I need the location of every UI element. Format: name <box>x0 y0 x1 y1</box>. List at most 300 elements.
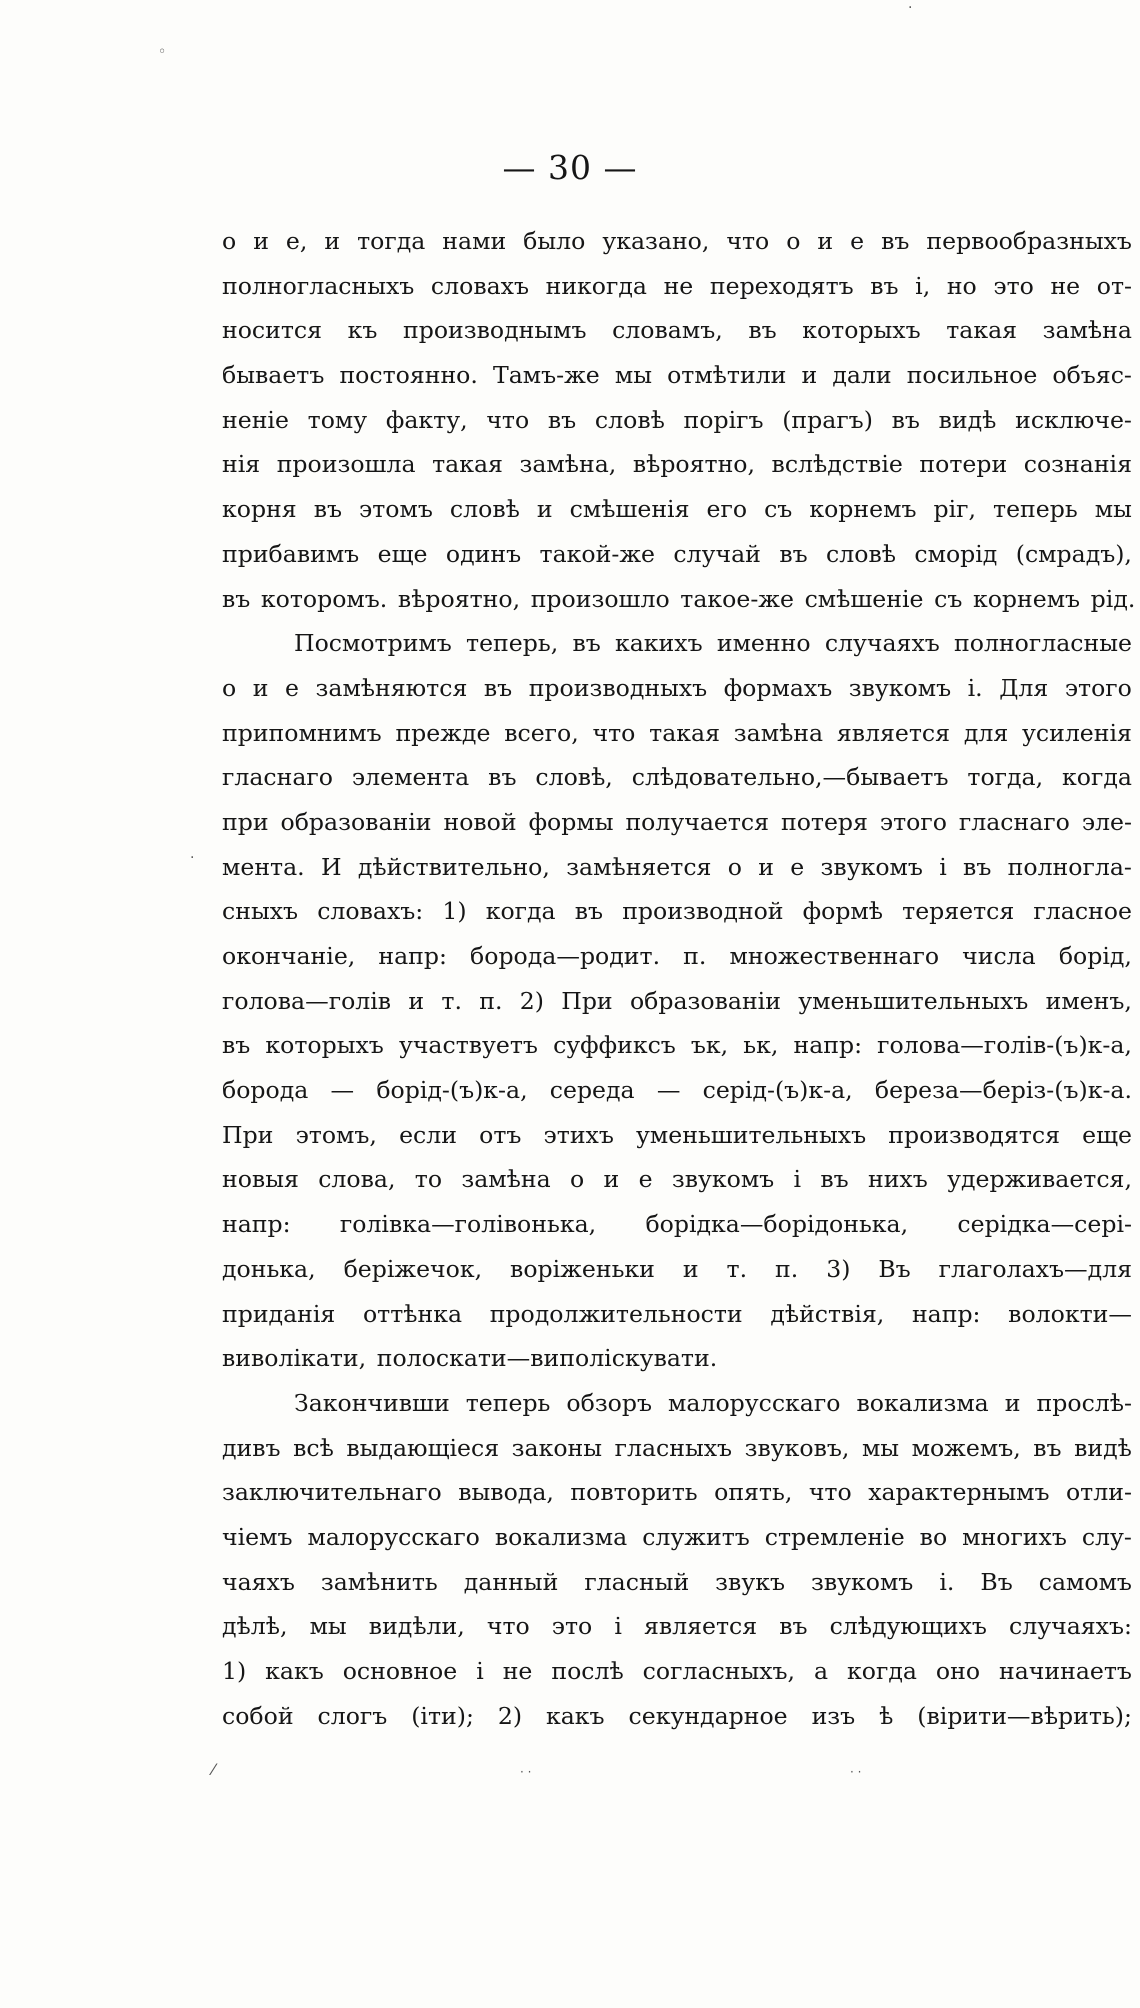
text-line <box>222 1336 1132 1381</box>
word: мы <box>309 1612 347 1641</box>
word: волокти— <box>1008 1299 1132 1328</box>
word: напр: <box>222 1210 291 1239</box>
word: объяс- <box>1052 361 1132 390</box>
word: слѣдующихъ <box>829 1612 987 1641</box>
word: полоскати—виполіскувати. <box>376 1344 718 1373</box>
word: множественнаго <box>729 942 940 970</box>
word: і. <box>967 673 983 702</box>
word: удерживается, <box>947 1165 1132 1194</box>
word: такой-же <box>539 539 655 568</box>
word: порігъ <box>683 405 764 434</box>
word: борода <box>222 1076 309 1105</box>
word: борідка—борідонька, <box>645 1210 909 1239</box>
word: напр: <box>793 1031 863 1060</box>
word: случаяхъ <box>824 629 940 658</box>
word: мы <box>1094 495 1132 524</box>
text-line <box>222 800 1132 845</box>
word: еще <box>1082 1120 1132 1149</box>
word: и <box>603 1165 620 1194</box>
word: этого <box>879 807 947 836</box>
word: (смрадъ), <box>1015 539 1132 568</box>
text-line <box>222 1381 1132 1426</box>
word: малорусскаго <box>668 1388 841 1417</box>
word: замѣна <box>461 1165 551 1194</box>
word: исключе- <box>1015 405 1132 434</box>
text-line <box>222 1247 1132 1292</box>
word: уменьшительныхъ <box>636 1120 867 1149</box>
word: тому <box>307 405 368 434</box>
word: что <box>486 405 530 434</box>
word: теперь, <box>466 629 559 658</box>
word: прежде <box>395 718 491 747</box>
word: продолжительности <box>489 1299 743 1328</box>
word: сморід <box>914 539 998 568</box>
word: служитъ <box>642 1522 750 1551</box>
word: замѣна, <box>519 450 617 479</box>
word: характернымъ <box>868 1478 1050 1507</box>
word: оно <box>935 1657 981 1685</box>
word: и <box>253 227 269 255</box>
word: донька, <box>222 1254 316 1283</box>
scan-speck: · <box>908 0 913 16</box>
word: новыя <box>222 1165 299 1194</box>
text-line <box>222 487 1132 532</box>
text-line <box>222 1292 1132 1337</box>
word: этомъ <box>359 495 433 524</box>
word: когда <box>847 1657 917 1685</box>
word: слогъ <box>317 1701 388 1730</box>
word: не <box>502 1657 533 1685</box>
word: въ <box>574 897 604 926</box>
word: і <box>614 1612 622 1641</box>
word: въ <box>222 1031 251 1060</box>
body-text <box>222 219 1136 1738</box>
word: что <box>486 1612 530 1641</box>
word: прибавимъ <box>222 539 360 568</box>
word: словахъ <box>430 271 529 300</box>
word: нами <box>442 227 507 255</box>
word: факту, <box>385 405 468 434</box>
word: потери <box>919 450 1008 479</box>
word: неніе <box>222 405 289 434</box>
word: словамъ, <box>612 316 723 345</box>
text-line <box>222 755 1132 800</box>
word: которыхъ <box>802 316 921 345</box>
text-line <box>222 934 1132 979</box>
word: звукомъ <box>820 852 923 881</box>
word: дивъ <box>222 1433 281 1462</box>
text-line <box>222 1470 1132 1515</box>
word: теперь <box>465 1388 551 1417</box>
word: гласное <box>1033 897 1132 926</box>
word: числа <box>962 942 1036 970</box>
word: такая <box>649 718 720 747</box>
word: этого <box>1064 673 1132 702</box>
word: слѣдовательно,—бываетъ <box>631 763 949 792</box>
word: приданія <box>222 1299 336 1328</box>
word: вѣроятно, <box>397 584 521 613</box>
word: въ <box>313 495 342 524</box>
word: тогда, <box>967 763 1044 792</box>
word: производятся <box>888 1120 1060 1149</box>
word: опять, <box>714 1478 793 1507</box>
word: (іти); <box>411 1701 474 1730</box>
word: формы <box>528 807 614 836</box>
word: это <box>993 271 1034 300</box>
text-line <box>222 577 1136 622</box>
word: образованіи <box>629 986 781 1015</box>
text-line <box>222 1694 1132 1739</box>
word: 1) <box>442 897 467 926</box>
word: серідка—серi- <box>957 1210 1132 1239</box>
word: это <box>551 1612 593 1641</box>
text-line <box>222 845 1132 890</box>
word: словѣ, <box>535 763 613 792</box>
word: словѣ <box>826 539 896 568</box>
word: какихъ <box>615 629 703 658</box>
word: и <box>536 495 553 524</box>
word: вслѣдствіе <box>771 450 903 479</box>
word: п. <box>479 986 503 1015</box>
word: въ <box>779 539 808 568</box>
scan-speck: · · <box>850 1765 862 1779</box>
word: такая <box>432 450 503 479</box>
word: образованіи <box>280 807 432 836</box>
word: і <box>476 1657 484 1685</box>
word: звукомъ <box>848 673 952 702</box>
word: глаголахъ—для <box>938 1254 1132 1283</box>
text-line <box>222 353 1132 398</box>
word: замѣняются <box>315 673 468 702</box>
word: смѣшенія <box>569 495 690 524</box>
word: не <box>663 271 694 300</box>
word: съ <box>764 495 793 524</box>
scan-speck: · <box>190 850 195 866</box>
word: (вірити—вѣрить); <box>917 1701 1132 1730</box>
word: Тамъ-же <box>492 361 600 390</box>
word: серід-(ъ)к-а, <box>702 1076 853 1105</box>
word: во <box>919 1522 948 1551</box>
text-line <box>222 219 1132 264</box>
word: окончаніе, <box>222 942 356 970</box>
word: словѣ <box>449 495 520 524</box>
word: ък, <box>690 1031 729 1060</box>
word: послѣ <box>551 1657 624 1685</box>
word: звуковъ, <box>744 1433 850 1462</box>
text-line <box>222 889 1132 934</box>
word: заключительнаго <box>222 1478 442 1507</box>
text-line <box>222 1426 1132 1471</box>
word: дали <box>832 361 892 390</box>
word: п. <box>775 1254 799 1283</box>
word: вокализма <box>494 1522 628 1551</box>
text-line <box>222 1515 1132 1560</box>
word: именъ, <box>1045 986 1132 1015</box>
word: самомъ <box>1038 1567 1132 1596</box>
word: случаяхъ: <box>1009 1612 1132 1641</box>
word: то <box>414 1165 443 1194</box>
word: ріг, <box>933 495 976 524</box>
word: получается <box>625 807 770 836</box>
word: прослѣ- <box>1036 1388 1132 1417</box>
word: посильное <box>906 361 1038 390</box>
word: И <box>320 852 342 881</box>
text-line <box>222 308 1132 353</box>
word: какъ <box>265 1657 324 1685</box>
word: слу- <box>1081 1522 1132 1551</box>
word: его <box>706 495 748 524</box>
word: съ <box>934 584 963 613</box>
word: является <box>836 718 951 747</box>
word: Въ <box>878 1254 911 1283</box>
word: 1) <box>222 1657 247 1685</box>
word: теряется <box>902 897 1015 926</box>
word: нихъ <box>867 1165 928 1194</box>
word: е <box>638 1165 653 1194</box>
word: уменьшительныхъ <box>798 986 1029 1015</box>
word: участвуетъ <box>398 1031 538 1060</box>
word: и <box>408 986 425 1015</box>
word: въ <box>963 852 992 881</box>
word: въ <box>483 673 513 702</box>
word: дѣйствія, <box>770 1299 885 1328</box>
text-line <box>222 621 1132 666</box>
word: суффиксъ <box>553 1031 676 1060</box>
word: е <box>285 673 299 702</box>
text-line <box>222 1202 1132 1247</box>
text-line <box>222 532 1132 577</box>
word: данный <box>463 1567 559 1596</box>
word: но <box>946 271 977 300</box>
word: эле- <box>1081 807 1132 836</box>
word: въ <box>547 405 577 434</box>
word: обзоръ <box>566 1388 653 1417</box>
word: и <box>801 361 818 390</box>
word: въ <box>891 405 920 434</box>
word: когда <box>1062 763 1132 792</box>
word: видѣли, <box>368 1612 465 1641</box>
word: въ <box>881 227 910 255</box>
word: вокализма <box>856 1388 989 1417</box>
word: теперь <box>993 495 1078 524</box>
word: въ <box>222 584 251 613</box>
word: о <box>222 227 237 255</box>
word: о <box>569 1165 585 1194</box>
word: борід, <box>1058 942 1132 970</box>
word: полногла- <box>1007 852 1132 881</box>
word: указано, <box>602 227 710 255</box>
word: е <box>850 227 865 255</box>
text-line <box>222 1113 1132 1158</box>
word: какъ <box>546 1701 605 1730</box>
word: стремленіе <box>764 1522 905 1551</box>
word: нія <box>222 450 261 479</box>
word: и <box>682 1254 699 1283</box>
text-line <box>222 398 1132 443</box>
word: и <box>817 227 834 255</box>
word: собой <box>222 1701 294 1730</box>
word: борода—родит. <box>470 942 661 970</box>
word: середа <box>549 1076 635 1105</box>
word: виволікати, <box>222 1344 367 1373</box>
word: въ <box>572 629 601 658</box>
text-line <box>222 1649 1132 1694</box>
word: при <box>222 807 269 836</box>
word: переходятъ <box>709 271 854 300</box>
word: въ <box>748 316 777 345</box>
word: рід. <box>1090 584 1136 613</box>
word: — <box>656 1076 681 1105</box>
word: и <box>252 673 269 702</box>
word: формахъ <box>723 673 833 702</box>
word: а <box>814 1657 829 1685</box>
word: отъ <box>479 1120 522 1149</box>
word: новой <box>443 807 517 836</box>
word: о <box>727 852 742 881</box>
text-line <box>222 264 1132 309</box>
word: видѣ <box>938 405 997 434</box>
word: усиленія <box>1022 718 1132 747</box>
word: сныхъ <box>222 897 299 926</box>
word: формѣ <box>802 897 884 926</box>
word: словѣ <box>594 405 665 434</box>
word: всего, <box>504 718 579 747</box>
word: является <box>643 1612 758 1641</box>
word: и <box>324 227 341 255</box>
text-line <box>222 1068 1132 1113</box>
word: произошла <box>276 450 416 479</box>
word: такая <box>946 316 1018 345</box>
word: потеря <box>780 807 868 836</box>
word: такое-же <box>680 584 794 613</box>
word: т. <box>441 986 462 1015</box>
text-line <box>222 1023 1132 1068</box>
word: отмѣтили <box>667 361 787 390</box>
word: еще <box>377 539 428 568</box>
word: никогда <box>545 271 647 300</box>
word: тогда <box>357 227 426 255</box>
word: звукъ <box>715 1567 785 1596</box>
word: къ <box>347 316 378 345</box>
word: производныхъ <box>528 673 708 702</box>
text-line <box>222 979 1132 1024</box>
word: что <box>808 1478 852 1507</box>
word: о <box>222 673 237 702</box>
word: секундарное <box>628 1701 788 1730</box>
word: и <box>1004 1388 1021 1417</box>
word: въ <box>488 763 517 792</box>
word: чіемъ <box>222 1522 293 1551</box>
word: 3) <box>826 1254 851 1283</box>
word: замѣнить <box>320 1567 438 1596</box>
word: і, <box>915 271 931 300</box>
page-number: — 30 — <box>502 148 638 187</box>
word: для <box>963 718 1009 747</box>
word: и <box>758 852 774 881</box>
word: если <box>399 1120 457 1149</box>
word: бываетъ <box>222 361 325 390</box>
word: напр: <box>911 1299 981 1328</box>
word: п. <box>683 942 707 970</box>
word: которомъ. <box>260 584 388 613</box>
word: когда <box>485 897 556 926</box>
word: Для <box>999 673 1049 702</box>
word: беріжечок, <box>343 1254 483 1283</box>
word: производнымъ <box>402 316 587 345</box>
word: въ <box>1033 1433 1062 1462</box>
word: Закончивши <box>294 1388 450 1417</box>
word: корнемъ <box>809 495 917 524</box>
word: дѣлѣ, <box>222 1612 288 1641</box>
word: этихъ <box>543 1120 614 1149</box>
word: многихъ <box>962 1522 1067 1551</box>
word: чаяхъ <box>222 1567 295 1596</box>
scan-speck: · · <box>520 1765 532 1779</box>
word: мы <box>614 361 652 390</box>
word: Посмотримъ <box>294 629 452 658</box>
word: было <box>523 227 586 255</box>
word: ѣ <box>879 1701 894 1730</box>
word: носится <box>222 316 323 345</box>
word: повторить <box>570 1478 698 1507</box>
word: голова—голів <box>222 986 392 1015</box>
text-line <box>222 711 1132 756</box>
word: видѣ <box>1074 1433 1132 1462</box>
word: звукомъ <box>671 1165 775 1194</box>
word: что <box>726 227 770 255</box>
word: элемента <box>351 763 470 792</box>
word: именно <box>716 629 811 658</box>
word: сознанія <box>1023 450 1132 479</box>
word: первообразныхъ <box>926 227 1132 255</box>
word: гласныхъ <box>614 1433 733 1462</box>
word: полногласныхъ <box>222 271 415 300</box>
word: т. <box>726 1254 748 1283</box>
word: е, <box>285 227 308 255</box>
word: ьк, <box>743 1031 779 1060</box>
word: мента. <box>222 852 305 881</box>
word: При <box>222 1120 274 1149</box>
word: голова—голів-(ъ)к-а, <box>877 1031 1132 1060</box>
word: производной <box>622 897 784 926</box>
word: напр: <box>378 942 447 970</box>
word: звукомъ <box>810 1567 914 1596</box>
word: постоянно. <box>339 361 478 390</box>
text-line <box>222 1604 1132 1649</box>
word: Въ <box>980 1567 1013 1596</box>
word: которыхъ <box>265 1031 384 1060</box>
word: корнемъ <box>972 584 1081 613</box>
word: основное <box>342 1657 458 1685</box>
word: замѣняется <box>566 852 712 881</box>
word: отли- <box>1065 1478 1132 1507</box>
word: изъ <box>811 1701 856 1730</box>
word: вѣроятно, <box>632 450 755 479</box>
word: і. <box>939 1567 955 1596</box>
word: малорусскаго <box>307 1522 480 1551</box>
word: всѣ <box>293 1433 334 1462</box>
word: 2) <box>497 1701 523 1730</box>
word: полногласные <box>954 629 1132 658</box>
word: не <box>1050 271 1081 300</box>
word: дѣйствительно, <box>357 852 550 881</box>
word: произошло <box>530 584 670 613</box>
word: законы <box>511 1433 603 1462</box>
word: случай <box>673 539 761 568</box>
text-line <box>222 1157 1132 1202</box>
word: гласнаго <box>958 807 1070 836</box>
word: мы <box>861 1433 900 1462</box>
